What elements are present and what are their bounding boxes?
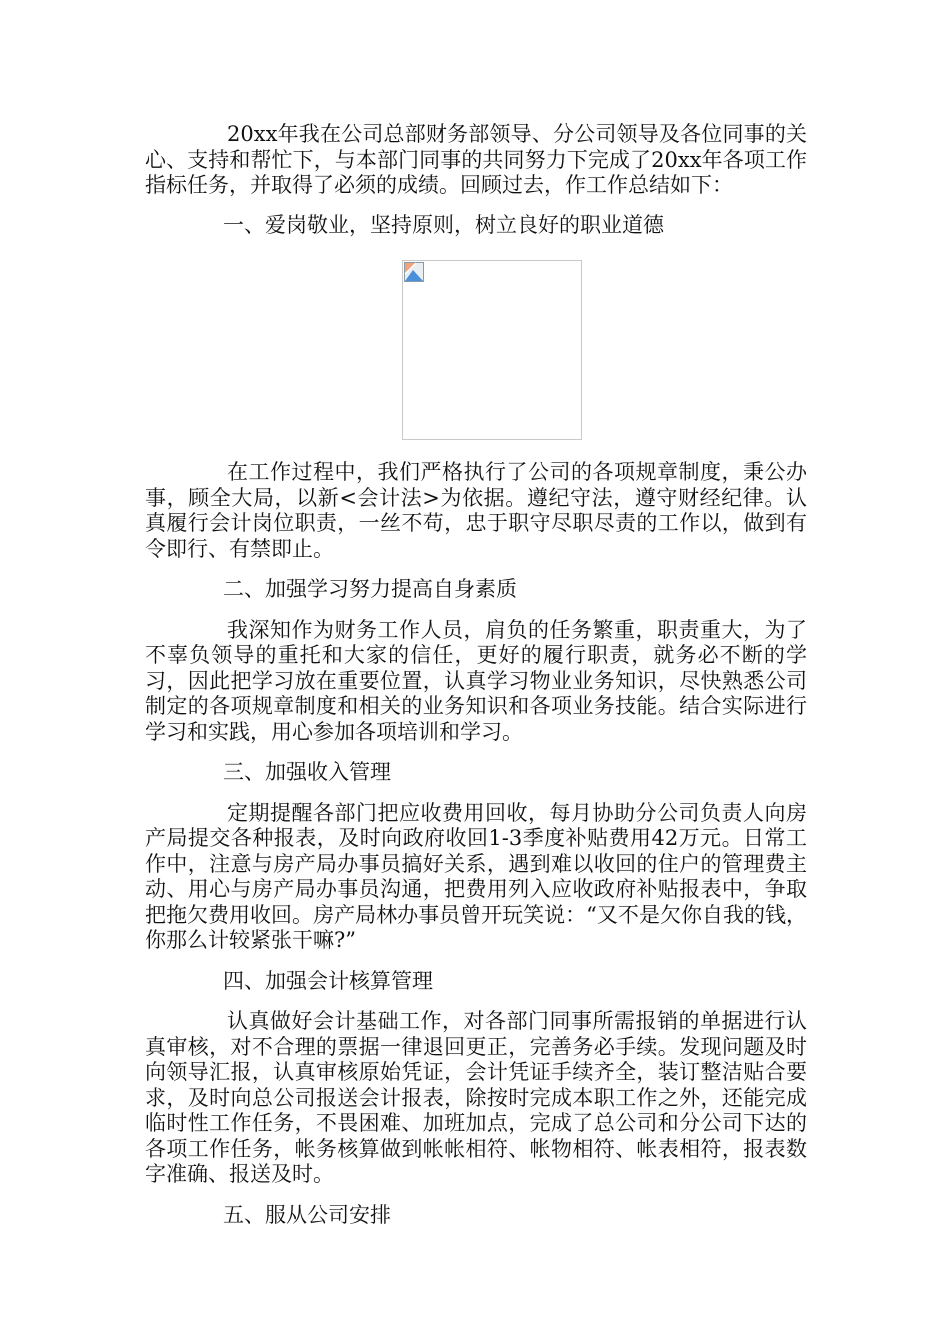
- section-2-body: 我深知作为财务工作人员，肩负的任务繁重，职责重大，为了不辜负领导的重托和大家的信任，更好的履行职责，就务必不断的学习，因此把学习放在重要位置，认真学习物业业务知识，尽快熟悉公司制定的各项规章制度和相关的业务知识和各项业务技能。结合实际进行学习和实践，用心参加各项培训和学习。: [145, 617, 807, 744]
- section-3-body: 定期提醒各部门把应收费用回收，每月协助分公司负责人向房产局提交各种报表，及时向政府收回1-3季度补贴费用42万元。日常工作中，注意与房产局办事员搞好关系，遇到难以收回的住户的管理费主动、用心与房产局办事员沟通，把费用列入应收政府补贴报表中，争取把拖欠费用收回。房产局林办事员曾开玩笑说：“又不是欠你自我的钱，你那么计较紧张干嘛?”: [145, 800, 807, 952]
- intro-paragraph: 20xx年我在公司总部财务部领导、分公司领导及各位同事的关心、支持和帮忙下，与本部门同事的共同努力下完成了20xx年各项工作指标任务，并取得了必须的成绩。回顾过去，作工作总结如下：: [145, 122, 807, 197]
- section-4-heading: 四、加强会计核算管理: [223, 968, 433, 993]
- document-page: [145, 122, 807, 1228]
- section-1-body: 在工作过程中，我们严格执行了公司的各项规章制度，秉公办事，顾全大局，以新<会计法>为依据。遵纪守法，遵守财经纪律。认真履行会计岗位职责，一丝不苟，忠于职守尽职尽责的工作以，做到有令即行、有禁即止。: [145, 460, 807, 561]
- section-3-heading: 三、加强收入管理: [223, 760, 391, 784]
- section-4-body: 认真做好会计基础工作，对各部门同事所需报销的单据进行认真审核，对不合理的票据一律退回更正，完善务必手续。发现问题及时向领导汇报，认真审核原始凭证，会计凭证手续齐全，装订整洁贴合要求，及时向总公司报送会计报表，除按时完成本职工作之外，还能完成临时性工作任务，不畏困难、加班加点，完成了总公司和分公司下达的各项工作任务，帐务核算做到帐帐相符、帐物相符、帐表相符，报表数字准确、报送及时。: [145, 1009, 807, 1186]
- section-5-heading: 五、服从公司安排: [223, 1202, 391, 1227]
- section-1-heading: 一、爱岗敬业，坚持原则，树立良好的职业道德: [223, 212, 664, 237]
- section-2-heading: 二、加强学习努力提高自身素质: [223, 577, 517, 601]
- broken-image-placeholder: [402, 260, 582, 440]
- broken-image-icon: [404, 262, 424, 282]
